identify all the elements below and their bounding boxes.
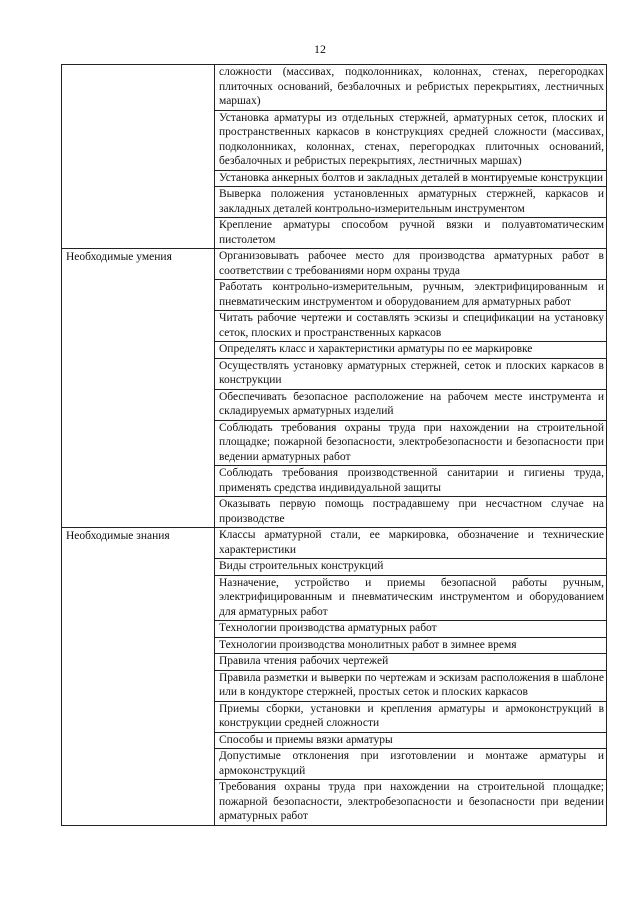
list-item: Читать рабочие чертежи и составлять эскизы и спецификации на установку сеток, плоских и пространственных каркасов	[215, 311, 606, 342]
list-item: Назначение, устройство и приемы безопасной работы ручным, электрифицированным и пневматическим инструментом и оборудованием для арматурных работ	[215, 576, 606, 622]
list-item: Установка арматуры из отдельных стержней, арматурных сеток, плоских и пространственных каркасов в конструкциях средней сложности (массивах, подколонниках, колоннах, стенах, перегородках плиточных оснований, безбалочных и ребристых перекрытиях, лестничных маршах)	[215, 111, 606, 171]
section-items	[215, 249, 607, 528]
section-row	[62, 249, 607, 528]
section-label: Необходимые умения	[62, 249, 215, 528]
list-item: Оказывать первую помощь пострадавшему при несчастном случае на производстве	[219, 498, 604, 525]
list-item: Классы арматурной стали, ее маркировка, обозначение и технические характеристики	[215, 528, 606, 559]
section-row	[62, 65, 607, 249]
list-item: Правила разметки и выверки по чертежам и эскизам расположения в шаблоне или в кондукторе стержней, простых сеток и плоских каркасов	[215, 671, 606, 702]
list-item: Приемы сборки, установки и крепления арматуры и армоконструкций в конструкции средней сложности	[215, 702, 606, 733]
page-number: 12	[314, 42, 326, 56]
requirements-table	[61, 64, 607, 826]
section-items	[215, 528, 607, 826]
list-item: Крепление арматуры способом ручной вязки и полуавтоматическим пистолетом	[219, 219, 604, 246]
list-item: сложности (массивах, подколонниках, колоннах, стенах, перегородках плиточных оснований, безбалочных и ребристых перекрытиях, лестничных маршах)	[215, 65, 606, 111]
section-label	[62, 65, 215, 249]
list-item: Способы и приемы вязки арматуры	[215, 733, 606, 750]
list-item: Правила чтения рабочих чертежей	[215, 654, 606, 671]
list-item: Обеспечивать безопасное расположение на рабочем месте инструмента и складируемых арматурных изделий	[215, 390, 606, 421]
list-item: Требования охраны труда при нахождении на строительной площадке; пожарной безопасности, электробезопасности и безопасности при ведении арматурных работ	[219, 781, 604, 822]
list-item: Выверка положения установленных арматурных стержней, каркасов и закладных деталей контрольно-измерительным инструментом	[215, 187, 606, 218]
list-item: Организовывать рабочее место для производства арматурных работ в соответствии с требованиями норм охраны труда	[215, 249, 606, 280]
list-item: Определять класс и характеристики арматуры по ее маркировке	[215, 342, 606, 359]
list-item: Соблюдать требования производственной санитарии и гигиены труда, применять средства индивидуальной защиты	[215, 466, 606, 497]
list-item: Допустимые отклонения при изготовлении и монтаже арматуры и армоконструкций	[215, 749, 606, 780]
list-item: Технологии производства монолитных работ в зимнее время	[215, 638, 606, 655]
section-label: Необходимые знания	[62, 528, 215, 826]
list-item: Работать контрольно-измерительным, ручным, электрифицированным и пневматическим инструментом и оборудованием для арматурных работ	[215, 280, 606, 311]
section-items	[215, 65, 607, 249]
list-item: Технологии производства арматурных работ	[215, 621, 606, 638]
section-row	[62, 528, 607, 826]
list-item: Виды строительных конструкций	[215, 559, 606, 576]
list-item: Осуществлять установку арматурных стержней, сеток и плоских каркасов в конструкции	[215, 359, 606, 390]
list-item: Установка анкерных болтов и закладных деталей в монтируемые конструкции	[215, 171, 606, 188]
list-item: Соблюдать требования охраны труда при нахождении на строительной площадке; пожарной безопасности, электробезопасности и безопасности при ведении арматурных работ	[215, 421, 606, 467]
